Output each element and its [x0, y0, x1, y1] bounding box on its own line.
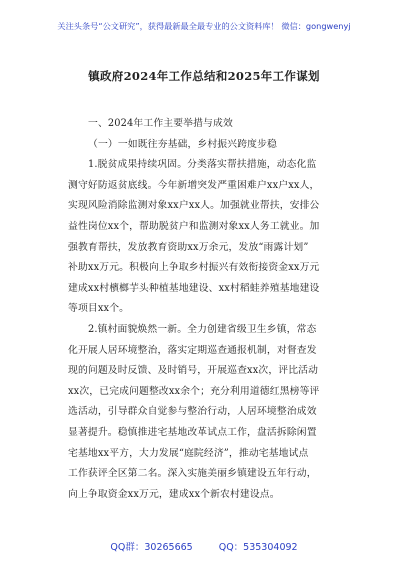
paragraph-line: 选活动，引导群众自觉参与整治行动，人居环境整治成效	[68, 406, 317, 418]
paragraph-line: 等项目xx个。	[68, 303, 130, 315]
paragraph-2	[68, 320, 358, 505]
paragraph-line: 强教育帮扶，发放教育资助xx万余元，发放“雨露计划”	[68, 241, 309, 253]
paragraph-line: 显著提升。稳慎推进宅基地改革试点工作，盘活拆除闲置	[68, 426, 317, 438]
subsection-heading: （一）一如既往夯基础，乡村振兴跨度步稳	[88, 138, 277, 150]
paragraph-line: 建成xx村檳榔芋头种植基地建设、xx村稻蛙养殖基地建设	[68, 282, 320, 294]
paragraph-line: 工作获评全区第二名。深入实施美丽乡镇建设五年行动，	[68, 468, 317, 480]
paragraph-line: 2.镇村面貌焕然一新。全力创建省级卫生乡镇，常态	[88, 323, 317, 335]
qq-contact-number: QQ：535304092	[218, 542, 298, 553]
paragraph-line: 向上争取资金xx万元，建成xx个新农村建设点。	[68, 488, 280, 500]
document-title: 镇政府2024年工作总结和2025年工作谋划	[88, 69, 320, 83]
paragraph-line: xx次，已完成问题整改xx余个；充分利用道德红黑榜等评	[68, 385, 320, 397]
paragraph-line: 1.脱贫成果持续巩固。分类落实帮扶措施，动态化监	[88, 159, 317, 171]
paragraph-line: 宅基地xx平方，大力发展“庭院经济”，推动宅基地试点	[68, 447, 309, 459]
paragraph-1	[68, 155, 358, 320]
promo-banner: 关注头条号“公文研究”，获得最新最全最专业的公文资料库！ 微信：gongwenyj	[57, 21, 351, 31]
contact-footer	[0, 539, 408, 553]
paragraph-line: 补助xx万元。积极向上争取乡村振兴有效衔接资金xx万元	[68, 262, 320, 274]
paragraph-line: 测守好防返贫底线。今年新增突发严重困难户xx户xx人，	[68, 179, 320, 191]
document-body	[68, 114, 358, 505]
paragraph-line: 现的问题及时反馈、及时销号，开展巡查xx次，评比活动	[68, 365, 319, 377]
paragraph-line: 益性岗位xx个，帮助脱贫户和监测对象xx人务工就业。加	[68, 220, 320, 232]
section-heading: 一、2024年工作主要举措与成效	[88, 118, 233, 129]
paragraph-line: 实现风险消除监测对象xx户xx人。加强就业帮扶，安排公	[68, 200, 320, 212]
qq-group-number: QQ群：30265665	[110, 542, 193, 553]
paragraph-line: 化开展人居环境整治，落实定期巡查通报机制，对督查发	[68, 344, 317, 356]
